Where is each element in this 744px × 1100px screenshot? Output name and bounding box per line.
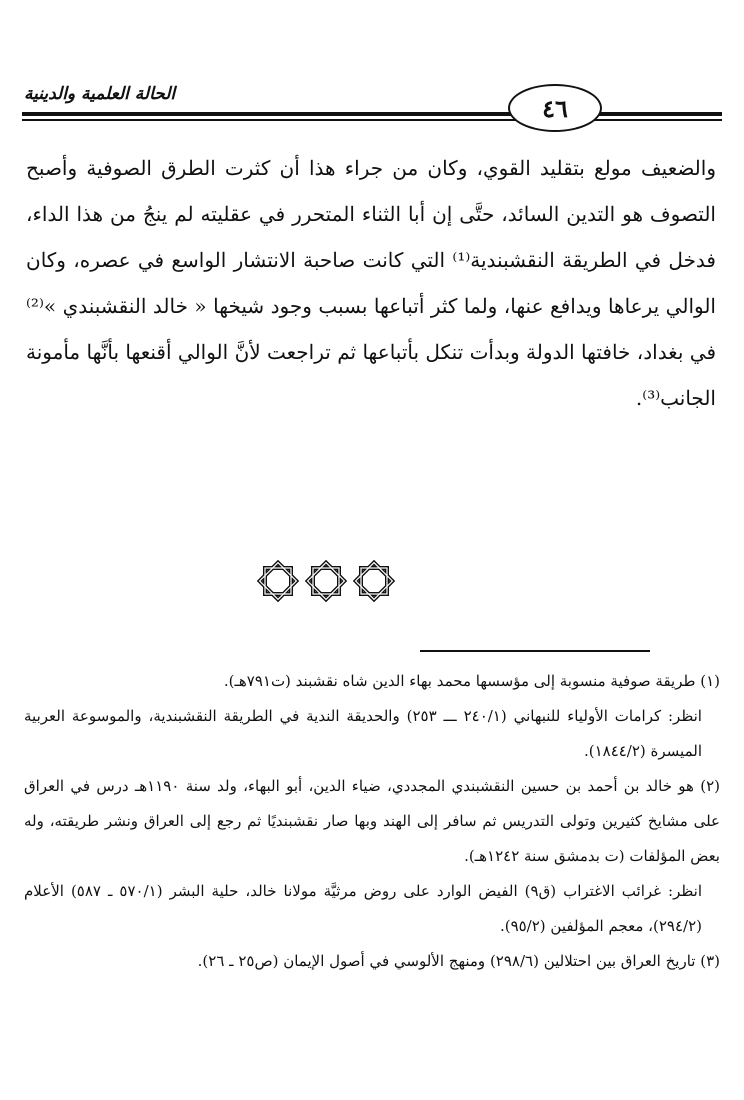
footnotes [24, 664, 720, 979]
page-number: ٤٦ [542, 93, 568, 123]
footnote-separator [420, 650, 650, 652]
footnote-1-reference: انظر: كرامات الأولياء للنبهاني (٢٤٠/١ ـــ ٢٥٣) والحديقة الندية في الطريقة النقشبندية، والموسوعة العربية الميسرة (١٨٤٤/٢). [24, 707, 702, 760]
eight-point-star-icon [256, 559, 300, 607]
body-paragraph: والضعيف مولع بتقليد القوي، وكان من جراء هذا أن كثرت الطرق الصوفية وأصبح التصوف هو التدين السائد، حتَّى إن أبا الثناء المتحرر في عقليته لم ينجُ من هذا الداء، فدخل في الطريقة النقشبندية⁽¹⁾ التي كانت صاحبة الانتشار الواسع في عصره، وكان الوالي يرعاها ويدافع عنها، ولما كثر أتباعها بسبب وجود شيخها « خالد النقشبندي »⁽²⁾ في بغداد، خافتها الدولة وبدأت تنكل بأتباعها ثم تراجعت لأنَّ الوالي أقنعها بأنَّها مأمونة الجانب⁽³⁾. [26, 156, 716, 410]
eight-point-star-icon [304, 559, 348, 607]
main-text [26, 145, 716, 421]
footnote-1: (١) طريقة صوفية منسوبة إلى مؤسسها محمد بهاء الدين شاه نقشبند (ت٧٩١هـ). [223, 672, 720, 690]
running-header-title: الحالة العلمية والدينية [24, 84, 176, 104]
footnote-3: (٣) تاريخ العراق بين احتلالين (٢٩٨/٦) ومنهج الألوسي في أصول الإيمان (ص٢٥ ـ ٢٦). [197, 952, 720, 970]
header-rule [22, 112, 722, 116]
footnote-2: (٢) هو خالد بن أحمد بن حسين النقشبندي المجددي، ضياء الدين، أبو البهاء، ولد سنة ١١٩٠هـ درس في العراق على مشايخ كثيرين وتولى التدريس ثم سافر إلى الهند وبها صار نقشبنديًا ثم رجع إلى العراق ونشر طريقته، وله بعض المؤلفات (ت بدمشق سنة ١٢٤٢هـ). [24, 777, 720, 865]
header-rule-thin [22, 119, 722, 121]
eight-point-star-icon [352, 559, 396, 607]
footnote-2-reference: انظر: غرائب الاغتراب (ق٩) الفيض الوارد على روض مرثيَّة مولانا خالد، حلية البشر (٥٧٠/١ ـ ٥٨٧) الأعلام (٢٩٤/٢)، معجم المؤلفين (٩٥/٢). [24, 882, 702, 935]
section-ornament [256, 558, 396, 608]
page-number-badge [508, 84, 602, 132]
